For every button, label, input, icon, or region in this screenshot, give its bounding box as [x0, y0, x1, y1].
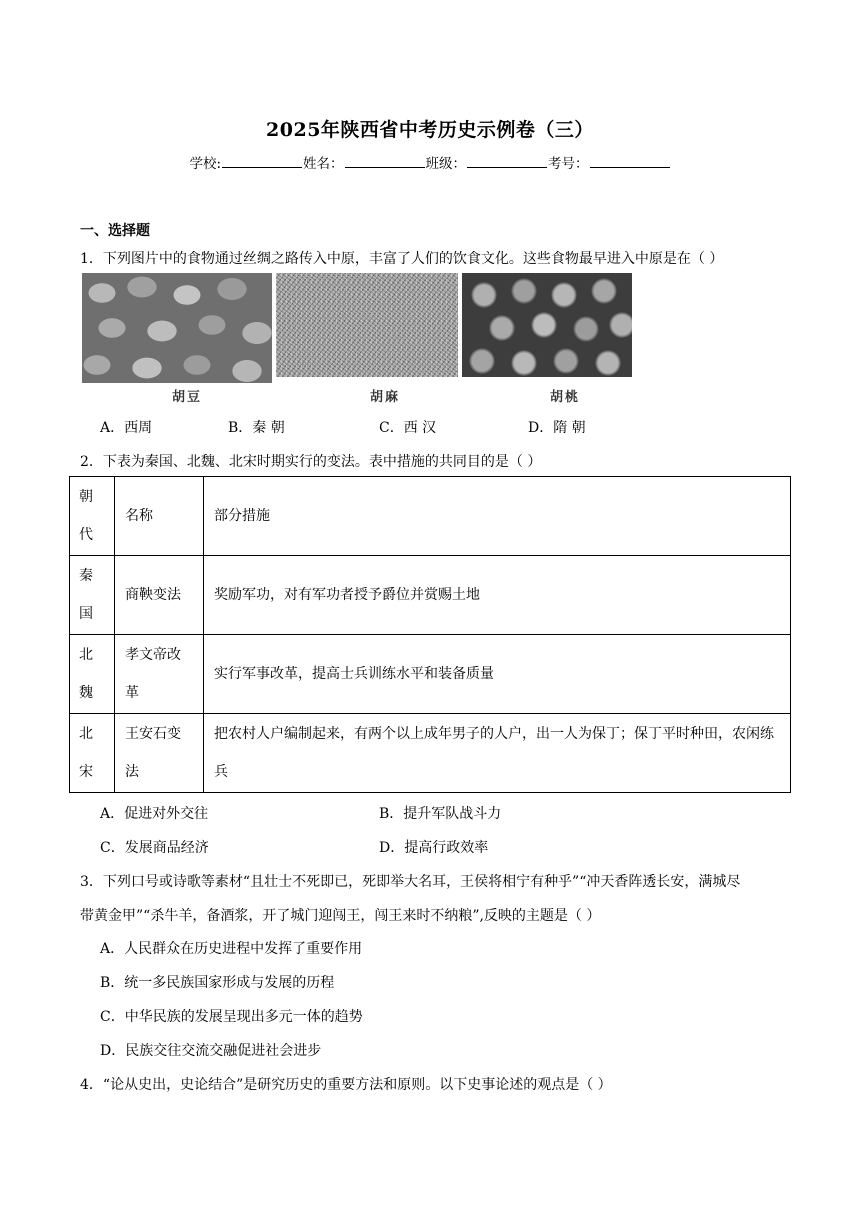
q1-option-c[interactable]: C．西 汉 — [379, 420, 437, 436]
header-name: 名称 — [115, 477, 204, 556]
cell-dynasty: 秦国 — [70, 556, 115, 635]
q3-option-d[interactable]: D．民族交往交流交融促进社会进步 — [100, 1043, 322, 1059]
cell-measures: 实行军事改革，提高士兵训练水平和装备质量 — [204, 635, 791, 714]
q2-option-d[interactable]: D．提高行政效率 — [379, 840, 489, 856]
student-info-line — [0, 152, 860, 172]
q4-stem: 4．“论从史出，史论结合”是研究历史的重要方法和原则。以下史事论述的观点是（ ） — [80, 1077, 612, 1093]
q3-option-c[interactable]: C．中华民族的发展呈现出多元一体的趋势 — [100, 1009, 363, 1025]
q3-option-b[interactable]: B．统一多民族国家形成与发展的历程 — [100, 975, 335, 991]
header-dynasty: 朝代 — [70, 477, 115, 556]
q1-option-b[interactable]: B．秦 朝 — [228, 420, 285, 436]
class-label: 班级： — [425, 156, 467, 172]
q2-stem: 2．下表为秦国、北魏、北宋时期实行的变法。表中措施的共同目的是（ ） — [80, 454, 542, 470]
q2-option-c[interactable]: C．发展商品经济 — [100, 840, 209, 856]
name-label: 姓名： — [303, 156, 344, 172]
cell-name: 商鞅变法 — [115, 556, 204, 635]
q3-stem-line2: 带黄金甲”“杀牛羊，备酒浆，开了城门迎闯王，闯王来时不纳粮”,反映的主题是（ ） — [80, 908, 601, 924]
class-blank[interactable] — [467, 155, 547, 168]
caption-beans: 胡豆 — [172, 390, 203, 405]
section-title: 一、选择题 — [80, 223, 150, 239]
cell-name: 孝文帝改革 — [115, 635, 204, 714]
school-blank[interactable] — [222, 155, 302, 168]
table-row — [70, 714, 791, 793]
caption-sesame: 胡麻 — [370, 390, 401, 405]
cell-measures: 把农村人户编制起来，有两个以上成年男子的人户，出一人为保丁；保丁平时种田，农闲练兵 — [204, 714, 791, 793]
cell-dynasty: 北魏 — [70, 635, 115, 714]
cell-measures: 奖励军功，对有军功者授予爵位并赏赐土地 — [204, 556, 791, 635]
q1-option-d[interactable]: D．隋 朝 — [528, 420, 586, 436]
cell-name: 王安石变法 — [115, 714, 204, 793]
broad-beans-image — [82, 273, 272, 383]
exam-no-label: 考号： — [548, 156, 589, 172]
table-header-row — [70, 477, 791, 556]
exam-no-blank[interactable] — [590, 155, 670, 168]
q3-option-a[interactable]: A．人民群众在历史进程中发挥了重要作用 — [100, 941, 363, 957]
school-label: 学校: — [189, 156, 222, 172]
name-blank[interactable] — [345, 155, 425, 168]
caption-walnut: 胡桃 — [550, 390, 581, 405]
cell-dynasty: 北宋 — [70, 714, 115, 793]
q1-option-a[interactable]: A．西周 — [100, 420, 153, 436]
q2-option-a[interactable]: A．促进对外交往 — [100, 806, 209, 822]
sesame-image — [276, 273, 458, 377]
reform-table — [69, 476, 791, 793]
q3-stem-line1: 3．下列口号或诗歌等素材“且壮士不死即已，死即举大名耳，王侯将相宁有种乎”“冲天香阵透长安，满城尽 — [80, 874, 741, 890]
header-measures: 部分措施 — [204, 477, 791, 556]
q2-option-b[interactable]: B．提升军队战斗力 — [379, 806, 502, 822]
q1-images — [80, 273, 640, 413]
page-title: 2025年陕西省中考历史示例卷（三） — [266, 119, 594, 141]
table-row — [70, 635, 791, 714]
walnuts-image — [462, 273, 632, 377]
table-row — [70, 556, 791, 635]
q1-stem: 1．下列图片中的食物通过丝绸之路传入中原，丰富了人们的饮食文化。这些食物最早进入中原是在（ ） — [80, 251, 724, 267]
